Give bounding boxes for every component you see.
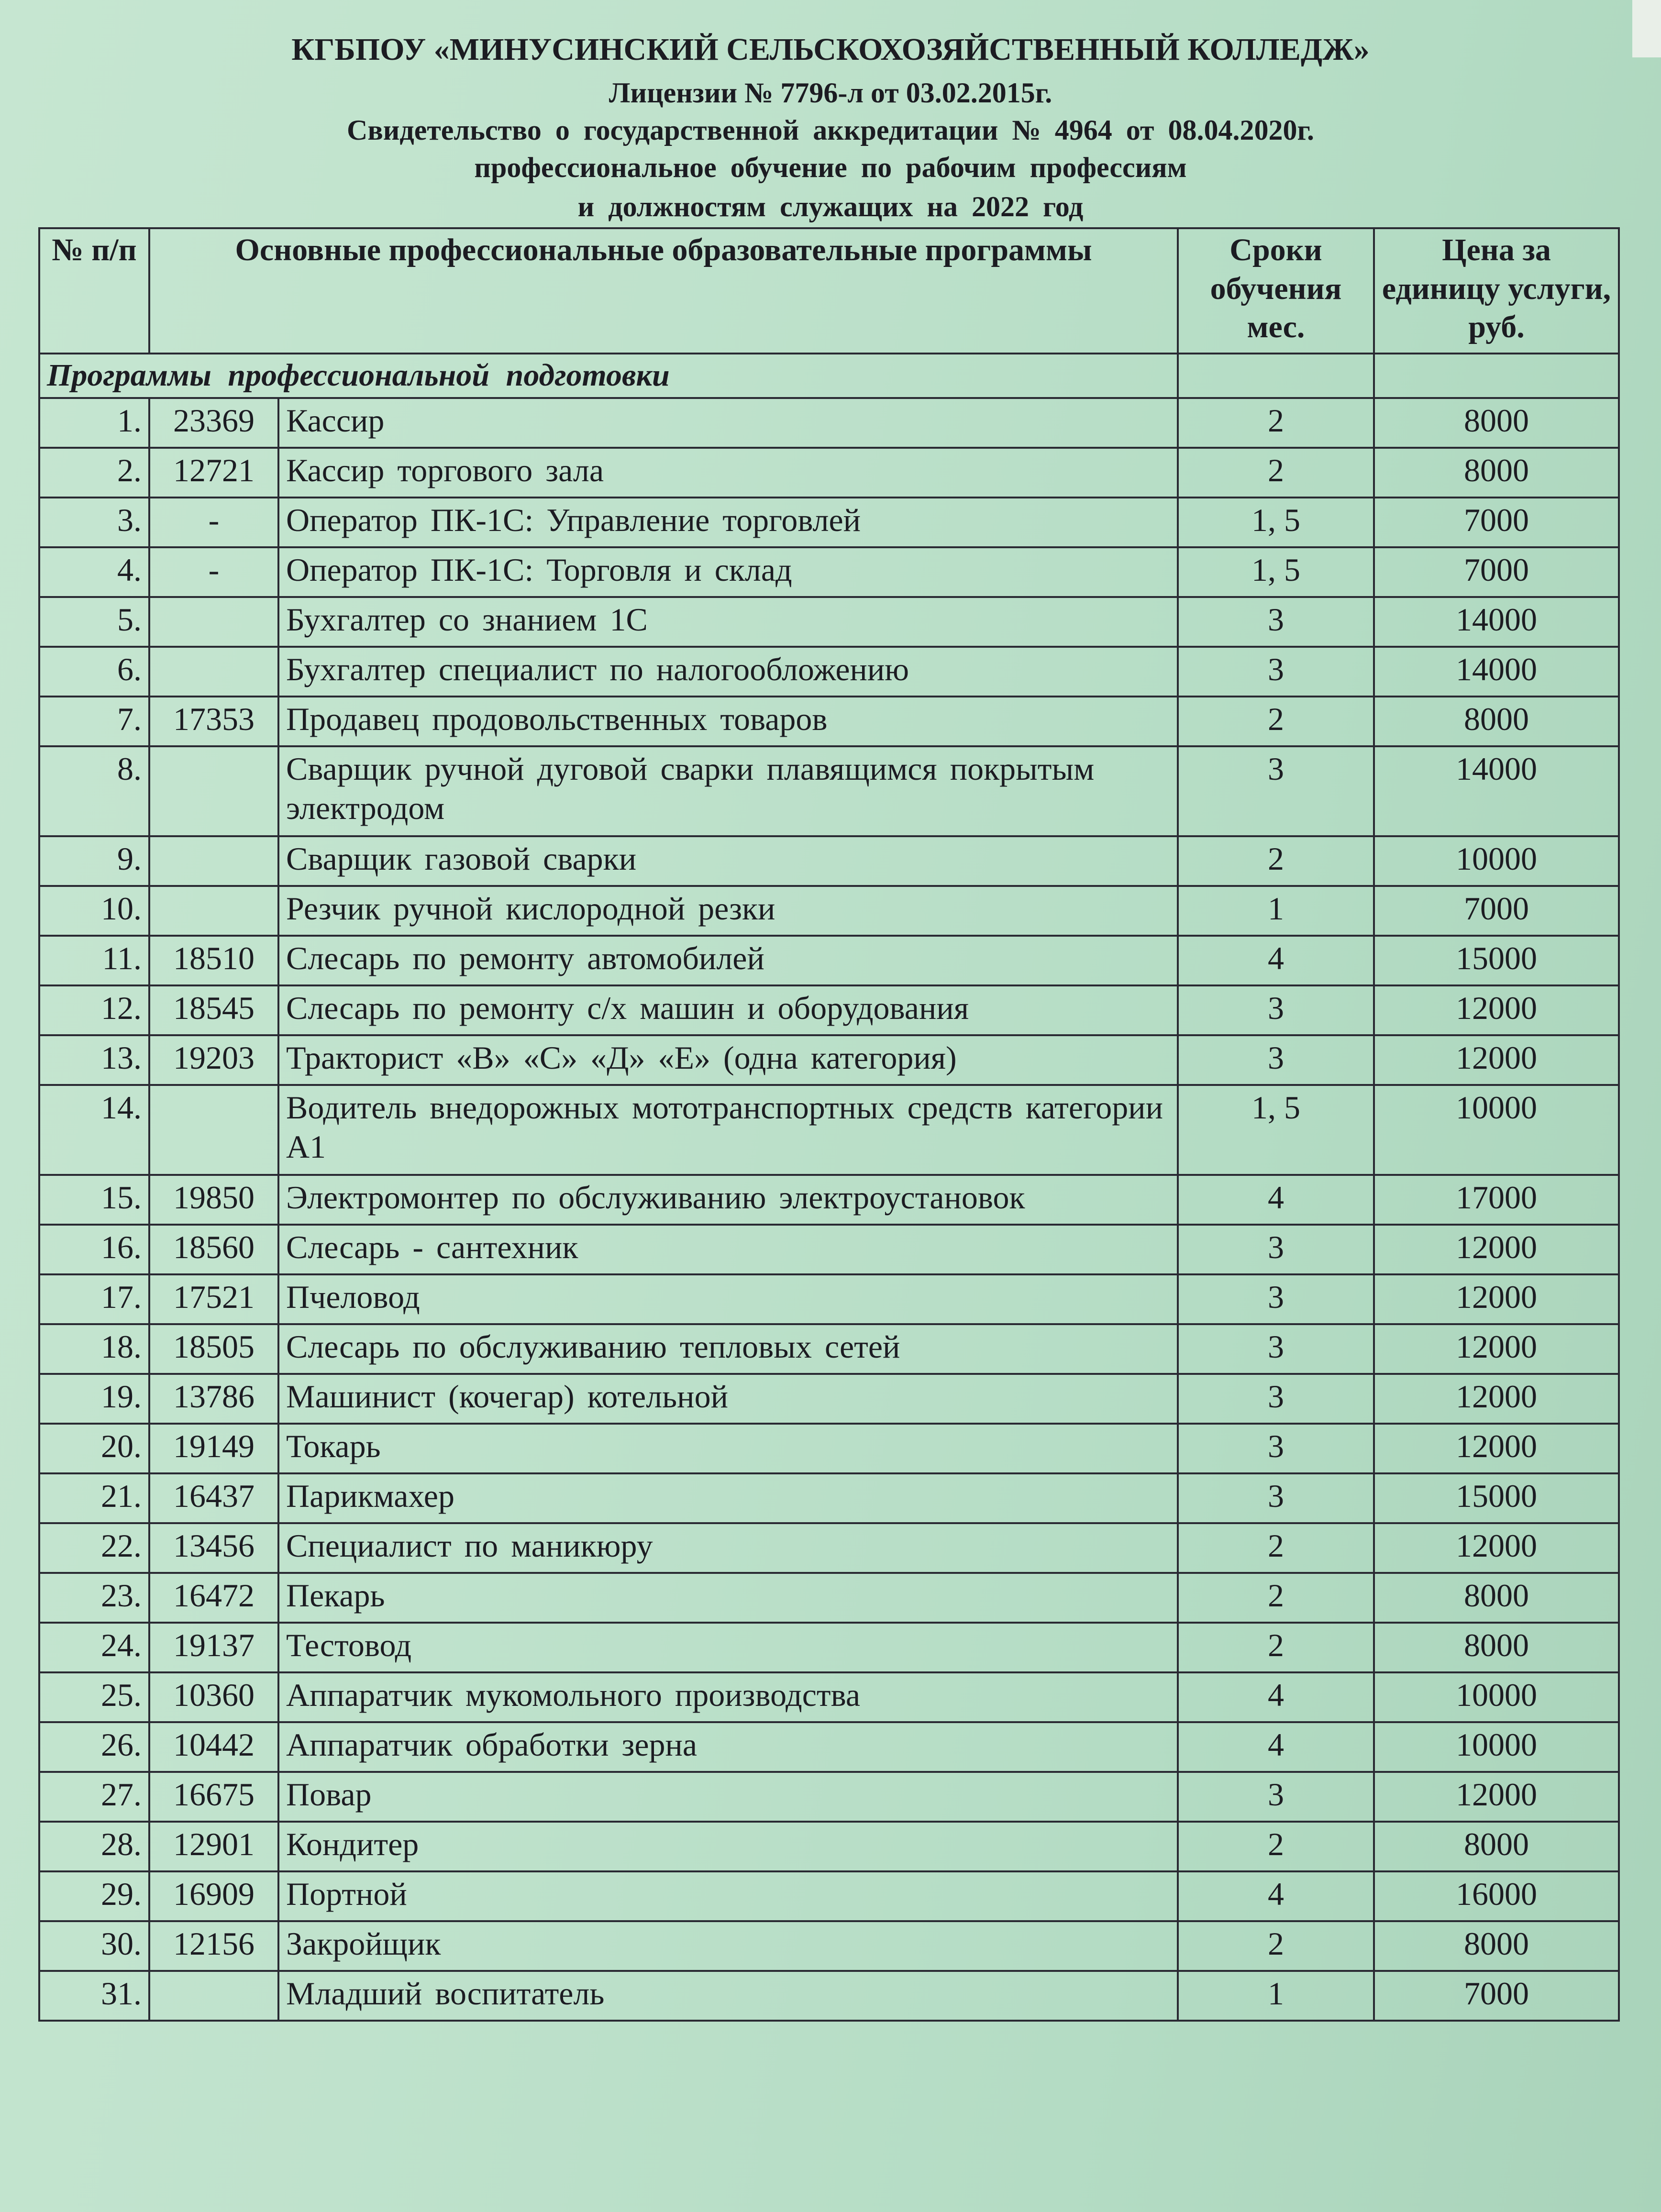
license-line: Лицензии № 7796-л от 03.02.2015г.: [609, 77, 1052, 109]
section-title: Программы профессиональной подготовки: [39, 354, 1178, 398]
profession-code: [149, 597, 278, 647]
profession-code: [149, 1971, 278, 2021]
program-name: Закройщик: [278, 1921, 1178, 1971]
table-row: [39, 547, 1619, 597]
table-row: [39, 1085, 1619, 1175]
unit-price: 12000: [1374, 985, 1619, 1035]
profession-code: 10360: [149, 1672, 278, 1722]
program-name: Пекарь: [278, 1573, 1178, 1623]
row-number: 23.: [39, 1573, 149, 1623]
training-term: 4: [1178, 1672, 1374, 1722]
table-row: [39, 886, 1619, 936]
program-name: Электромонтер по обслуживанию электроустановок: [278, 1175, 1178, 1225]
profession-code: 19203: [149, 1035, 278, 1085]
training-term: 3: [1178, 1035, 1374, 1085]
row-number: 13.: [39, 1035, 149, 1085]
training-term: 4: [1178, 1175, 1374, 1225]
profession-code: [149, 836, 278, 886]
program-name: Слесарь по обслуживанию тепловых сетей: [278, 1324, 1178, 1374]
row-number: 3.: [39, 498, 149, 547]
program-name: Бухгалтер специалист по налогообложению: [278, 647, 1178, 697]
training-term: 4: [1178, 936, 1374, 985]
profession-code: 10442: [149, 1722, 278, 1772]
training-term: 3: [1178, 647, 1374, 697]
table-row: [39, 836, 1619, 886]
table-row: [39, 1424, 1619, 1473]
program-name: Кассир торгового зала: [278, 448, 1178, 498]
row-number: 14.: [39, 1085, 149, 1175]
table-header-row: [39, 228, 1619, 354]
unit-price: 7000: [1374, 498, 1619, 547]
profession-code: 12901: [149, 1822, 278, 1871]
row-number: 8.: [39, 746, 149, 836]
table-row: [39, 1822, 1619, 1871]
unit-price: 12000: [1374, 1324, 1619, 1374]
row-number: 24.: [39, 1623, 149, 1672]
table-row: [39, 1473, 1619, 1523]
table-row: [39, 1772, 1619, 1822]
column-header-program: Основные профессиональные образовательные программы: [149, 228, 1178, 354]
unit-price: 10000: [1374, 836, 1619, 886]
table-row: [39, 1225, 1619, 1274]
training-term: 1, 5: [1178, 547, 1374, 597]
unit-price: 7000: [1374, 1971, 1619, 2021]
row-number: 12.: [39, 985, 149, 1035]
training-term: 2: [1178, 836, 1374, 886]
unit-price: 10000: [1374, 1722, 1619, 1772]
row-number: 5.: [39, 597, 149, 647]
program-name: Аппаратчик обработки зерна: [278, 1722, 1178, 1772]
row-number: 15.: [39, 1175, 149, 1225]
row-number: 20.: [39, 1424, 149, 1473]
price-table: [38, 227, 1620, 2022]
profession-code: [149, 746, 278, 836]
program-name: Пчеловод: [278, 1274, 1178, 1324]
unit-price: 15000: [1374, 936, 1619, 985]
profession-code: 19137: [149, 1623, 278, 1672]
training-term: 2: [1178, 398, 1374, 448]
profession-code: 19850: [149, 1175, 278, 1225]
table-row: [39, 1871, 1619, 1921]
program-name: Тестовод: [278, 1623, 1178, 1672]
profession-code: -: [149, 498, 278, 547]
row-number: 9.: [39, 836, 149, 886]
row-number: 10.: [39, 886, 149, 936]
training-term: 3: [1178, 1324, 1374, 1374]
unit-price: 12000: [1374, 1274, 1619, 1324]
profession-code: [149, 647, 278, 697]
training-term: 3: [1178, 1424, 1374, 1473]
profession-code: 17521: [149, 1274, 278, 1324]
unit-price: 12000: [1374, 1035, 1619, 1085]
college-name: КГБПОУ «МИНУСИНСКИЙ СЕЛЬСКОХОЗЯЙСТВЕННЫЙ КОЛЛЕДЖ»: [291, 32, 1370, 67]
training-term: 3: [1178, 985, 1374, 1035]
training-term: 1: [1178, 1971, 1374, 2021]
table-row: [39, 1274, 1619, 1324]
training-term: 4: [1178, 1871, 1374, 1921]
row-number: 29.: [39, 1871, 149, 1921]
unit-price: 10000: [1374, 1672, 1619, 1722]
row-number: 4.: [39, 547, 149, 597]
profession-code: 16675: [149, 1772, 278, 1822]
unit-price: 8000: [1374, 1623, 1619, 1672]
program-name: Слесарь - сантехник: [278, 1225, 1178, 1274]
training-term: 3: [1178, 597, 1374, 647]
row-number: 22.: [39, 1523, 149, 1573]
section-empty-cell: [1178, 354, 1374, 398]
table-row: [39, 1374, 1619, 1424]
profession-code: 13786: [149, 1374, 278, 1424]
column-header-number: № п/п: [39, 228, 149, 354]
program-name: Сварщик газовой сварки: [278, 836, 1178, 886]
row-number: 7.: [39, 697, 149, 746]
training-term: 1, 5: [1178, 1085, 1374, 1175]
program-name: Сварщик ручной дуговой сварки плавящимся покрытым электродом: [278, 746, 1178, 836]
profession-code: [149, 1085, 278, 1175]
table-row: [39, 746, 1619, 836]
unit-price: 8000: [1374, 1573, 1619, 1623]
row-number: 11.: [39, 936, 149, 985]
program-name: Слесарь по ремонту автомобилей: [278, 936, 1178, 985]
row-number: 1.: [39, 398, 149, 448]
table-row: [39, 1035, 1619, 1085]
unit-price: 12000: [1374, 1225, 1619, 1274]
program-name: Резчик ручной кислородной резки: [278, 886, 1178, 936]
profession-code: 17353: [149, 697, 278, 746]
table-row: [39, 985, 1619, 1035]
table-row: [39, 647, 1619, 697]
table-row: [39, 1573, 1619, 1623]
program-name: Портной: [278, 1871, 1178, 1921]
row-number: 25.: [39, 1672, 149, 1722]
unit-price: 7000: [1374, 547, 1619, 597]
program-name: Аппаратчик мукомольного производства: [278, 1672, 1178, 1722]
training-term: 4: [1178, 1722, 1374, 1772]
training-term: 1: [1178, 886, 1374, 936]
training-term: 1, 5: [1178, 498, 1374, 547]
section-empty-cell: [1374, 354, 1619, 398]
profession-code: [149, 886, 278, 936]
unit-price: 12000: [1374, 1424, 1619, 1473]
profession-code: 12721: [149, 448, 278, 498]
table-row: [39, 398, 1619, 448]
profession-code: 18510: [149, 936, 278, 985]
unit-price: 8000: [1374, 448, 1619, 498]
profession-code: 16909: [149, 1871, 278, 1921]
subtitle-line-2: и должностям служащих на 2022 год: [577, 191, 1084, 222]
table-row: [39, 1623, 1619, 1672]
unit-price: 14000: [1374, 746, 1619, 836]
program-name: Кондитер: [278, 1822, 1178, 1871]
profession-code: 16472: [149, 1573, 278, 1623]
program-name: Оператор ПК-1С: Управление торговлей: [278, 498, 1178, 547]
program-name: Продавец продовольственных товаров: [278, 697, 1178, 746]
profession-code: 13456: [149, 1523, 278, 1573]
table-row: [39, 1672, 1619, 1722]
program-name: Парикмахер: [278, 1473, 1178, 1523]
unit-price: 8000: [1374, 1921, 1619, 1971]
program-name: Машинист (кочегар) котельной: [278, 1374, 1178, 1424]
unit-price: 8000: [1374, 697, 1619, 746]
table-row: [39, 448, 1619, 498]
training-term: 3: [1178, 1772, 1374, 1822]
row-number: 30.: [39, 1921, 149, 1971]
unit-price: 12000: [1374, 1772, 1619, 1822]
unit-price: 12000: [1374, 1523, 1619, 1573]
row-number: 19.: [39, 1374, 149, 1424]
program-name: Бухгалтер со знанием 1С: [278, 597, 1178, 647]
unit-price: 10000: [1374, 1085, 1619, 1175]
row-number: 6.: [39, 647, 149, 697]
program-name: Токарь: [278, 1424, 1178, 1473]
row-number: 16.: [39, 1225, 149, 1274]
table-row: [39, 1722, 1619, 1772]
training-term: 3: [1178, 1473, 1374, 1523]
unit-price: 17000: [1374, 1175, 1619, 1225]
training-term: 3: [1178, 1274, 1374, 1324]
table-row: [39, 1921, 1619, 1971]
unit-price: 8000: [1374, 398, 1619, 448]
training-term: 2: [1178, 448, 1374, 498]
section-row: [39, 354, 1619, 398]
row-number: 27.: [39, 1772, 149, 1822]
row-number: 28.: [39, 1822, 149, 1871]
row-number: 31.: [39, 1971, 149, 2021]
subtitle-line: профессиональное обучение по рабочим профессиям: [474, 152, 1187, 183]
row-number: 17.: [39, 1274, 149, 1324]
profession-code: 18545: [149, 985, 278, 1035]
profession-code: 16437: [149, 1473, 278, 1523]
profession-code: 23369: [149, 398, 278, 448]
column-header-price: Цена за единицу услуги, руб.: [1374, 228, 1619, 354]
training-term: 2: [1178, 1523, 1374, 1573]
program-name: Кассир: [278, 398, 1178, 448]
unit-price: 7000: [1374, 886, 1619, 936]
training-term: 2: [1178, 1573, 1374, 1623]
row-number: 21.: [39, 1473, 149, 1523]
training-term: 2: [1178, 1623, 1374, 1672]
table-row: [39, 1523, 1619, 1573]
table-row: [39, 936, 1619, 985]
table-row: [39, 498, 1619, 547]
training-term: 3: [1178, 1225, 1374, 1274]
program-name: Слесарь по ремонту с/х машин и оборудования: [278, 985, 1178, 1035]
training-term: 2: [1178, 697, 1374, 746]
training-term: 3: [1178, 746, 1374, 836]
accreditation-line: Свидетельство о государственной аккредитации № 4964 от 08.04.2020г.: [347, 114, 1314, 146]
table-row: [39, 1324, 1619, 1374]
profession-code: -: [149, 547, 278, 597]
row-number: 18.: [39, 1324, 149, 1374]
training-term: 2: [1178, 1921, 1374, 1971]
profession-code: 18505: [149, 1324, 278, 1374]
row-number: 2.: [39, 448, 149, 498]
column-header-term: Сроки обучения мес.: [1178, 228, 1374, 354]
unit-price: 8000: [1374, 1822, 1619, 1871]
row-number: 26.: [39, 1722, 149, 1772]
unit-price: 15000: [1374, 1473, 1619, 1523]
table-row: [39, 697, 1619, 746]
profession-code: 19149: [149, 1424, 278, 1473]
program-name: Повар: [278, 1772, 1178, 1822]
program-name: Тракторист «В» «С» «Д» «Е» (одна категория): [278, 1035, 1178, 1085]
unit-price: 14000: [1374, 597, 1619, 647]
unit-price: 12000: [1374, 1374, 1619, 1424]
program-name: Водитель внедорожных мототранспортных средств категории А1: [278, 1085, 1178, 1175]
training-term: 2: [1178, 1822, 1374, 1871]
unit-price: 14000: [1374, 647, 1619, 697]
table-row: [39, 1971, 1619, 2021]
program-name: Младший воспитатель: [278, 1971, 1178, 2021]
program-name: Оператор ПК-1С: Торговля и склад: [278, 547, 1178, 597]
profession-code: 18560: [149, 1225, 278, 1274]
profession-code: 12156: [149, 1921, 278, 1971]
table-row: [39, 1175, 1619, 1225]
training-term: 3: [1178, 1374, 1374, 1424]
program-name: Специалист по маникюру: [278, 1523, 1178, 1573]
table-row: [39, 597, 1619, 647]
unit-price: 16000: [1374, 1871, 1619, 1921]
